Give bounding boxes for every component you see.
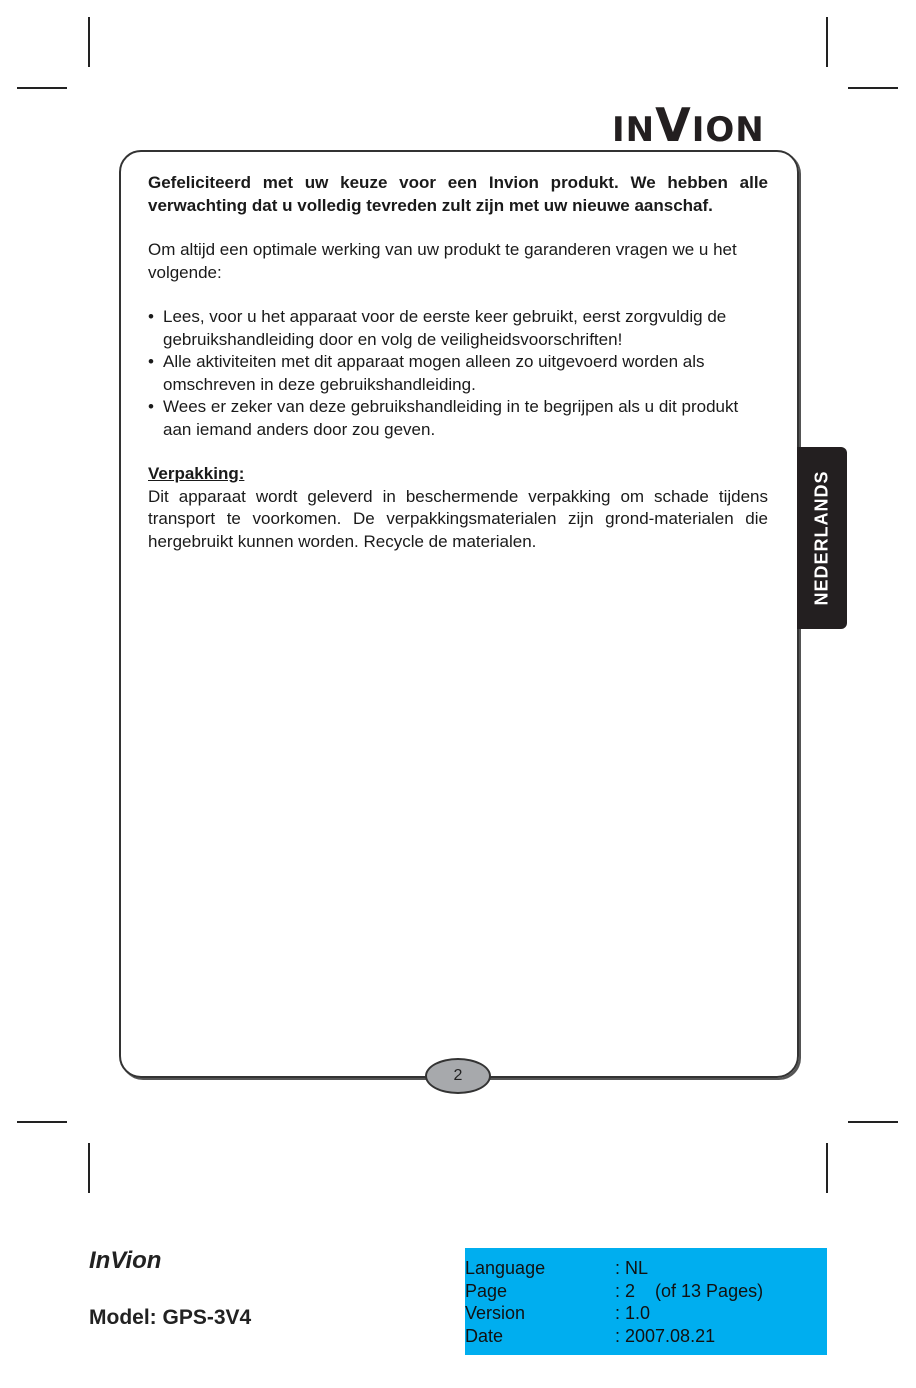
- footer-model: Model: GPS-3V4: [89, 1306, 252, 1329]
- invion-logo: [612, 98, 765, 152]
- info-value: : NL: [615, 1258, 649, 1278]
- footer-brand: InVion: [89, 1247, 162, 1274]
- section-title: Verpakking:: [148, 464, 245, 483]
- info-value: : 1.0: [615, 1303, 651, 1323]
- lead-paragraph: Om altijd een optimale werking van uw produkt te garanderen vragen we u het volgende:: [148, 240, 737, 282]
- crop-mark: [17, 87, 67, 89]
- list-item: • Alle aktiviteiten met dit apparaat mogen alleen zo uitgevoerd worden als omschreven in deze gebruikshandleiding.: [148, 351, 768, 396]
- crop-mark: [826, 17, 828, 67]
- crop-mark: [826, 1143, 828, 1193]
- info-row-language: [465, 1257, 827, 1280]
- info-key: Date: [465, 1325, 504, 1346]
- list-item: • Wees er zeker van deze gebruikshandleiding in te begrijpen als u dit produkt aan iemand anders door zou geven.: [148, 396, 768, 441]
- info-value: : 2007.08.21: [615, 1325, 716, 1346]
- info-key: Page: [465, 1280, 508, 1301]
- language-tab-label: NEDERLANDS: [811, 470, 832, 606]
- logo-big-letter: V: [655, 98, 692, 152]
- crop-mark: [88, 1143, 90, 1193]
- document-info-box: [465, 1248, 827, 1355]
- section-body: Dit apparaat wordt geleverd in beschermende verpakking om schade tijdens transport te voorkomen. De verpakkingsmaterialen zijn grond-materialen die hergebruikt kunnen worden. Recycle de materialen.: [148, 486, 768, 551]
- crop-mark: [848, 1121, 898, 1123]
- instruction-list: [148, 306, 768, 441]
- crop-mark: [17, 1121, 67, 1123]
- info-key: Language: [465, 1258, 546, 1278]
- crop-mark: [848, 87, 898, 89]
- crop-mark: [88, 17, 90, 67]
- page-number-label: 2: [453, 1067, 463, 1084]
- info-key: Version: [465, 1303, 526, 1323]
- logo-prefix: IN: [612, 110, 656, 150]
- info-row-date: [465, 1325, 827, 1348]
- list-item: • Lees, voor u het apparaat voor de eerste keer gebruikt, eerst zorgvuldig de gebruikshandleiding door en volg de veiligheidsvoorschriften!: [148, 306, 768, 351]
- page-content: [148, 172, 768, 553]
- language-tab: [797, 447, 847, 629]
- logo-suffix: ION: [691, 110, 765, 150]
- info-row-version: [465, 1302, 827, 1325]
- intro-paragraph: Gefeliciteerd met uw keuze voor een Invion produkt. We hebben alle verwachting dat u volledig tevreden zult zijn met uw nieuwe aanschaf.: [148, 173, 768, 215]
- info-value: : 2 (of 13 Pages): [615, 1280, 764, 1301]
- info-row-page: [465, 1280, 827, 1303]
- page-number: [425, 1058, 491, 1094]
